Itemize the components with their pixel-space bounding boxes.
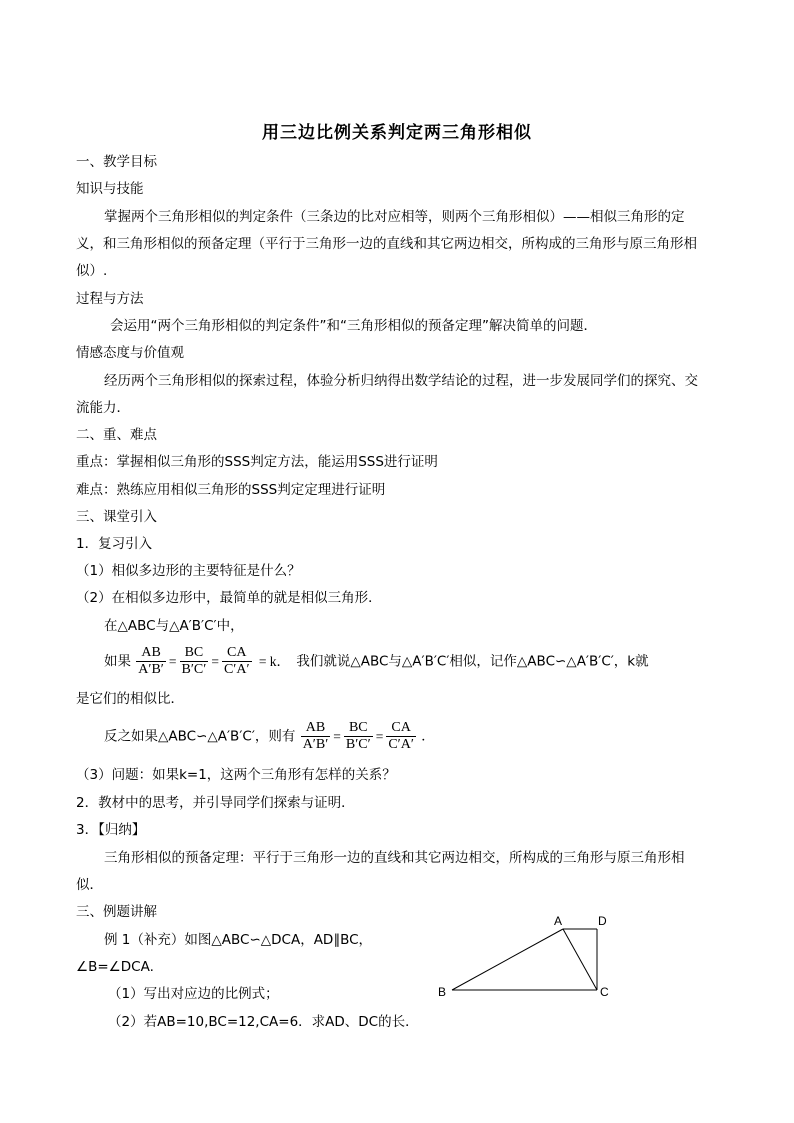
- converse-line: [104, 720, 435, 753]
- example-1-question-2: （2）若AB=10,BC=12,CA=6．求AD、DC的长．: [108, 1014, 419, 1030]
- similarity-definition-tail: 我们就说△ABC与△A′B′C′相似，记作△ABC∽△A′B′C′，k就: [296, 653, 649, 670]
- theorem-line2: 似．: [76, 877, 103, 893]
- fraction-ca-denominator: C′A′: [223, 662, 250, 677]
- page-title: 用三边比例关系判定两三角形相似: [262, 123, 532, 143]
- similarity-definition-line: [104, 645, 649, 678]
- fraction-ab-denominator: A′B′: [302, 737, 329, 752]
- fraction-bc: [180, 645, 209, 678]
- segment-ac: [563, 929, 597, 990]
- similarity-ratio-text: 是它们的相似比．: [76, 691, 184, 707]
- question-3: （3）问题：如果k=1，这两个三角形有怎样的关系？: [76, 767, 396, 783]
- fraction-ca-numerator: CA: [222, 645, 252, 662]
- triangle-figure: [432, 908, 622, 1000]
- item-textbook: 2．教材中的思考，并引导同学们探索与证明．: [76, 795, 355, 811]
- subheading-process: 过程与方法: [76, 291, 144, 307]
- equals-sign: =: [333, 728, 341, 744]
- paragraph-knowledge-line2: 义，和三角形相似的预备定理（平行于三角形一边的直线和其它两边相交，所构成的三角形与原三角形相: [76, 236, 697, 252]
- equals-sign: =: [168, 653, 177, 669]
- fraction-ca-numerator: CA: [386, 720, 416, 737]
- fraction-ca: [386, 720, 416, 753]
- equals-k: = k．: [258, 653, 291, 669]
- fraction-bc: [344, 720, 373, 753]
- section-1-heading: 一、教学目标: [76, 154, 157, 170]
- example-1-question-1: （1）写出对应边的比例式；: [108, 986, 279, 1002]
- converse-end: ．: [421, 728, 435, 745]
- paragraph-attitude-line1: 经历两个三角形相似的探索过程，体验分析归纳得出数学结论的过程，进一步发展同学们的探究、交: [104, 373, 698, 389]
- subheading-attitude: 情感态度与价值观: [76, 345, 184, 361]
- if-text: 如果: [104, 653, 131, 670]
- fraction-ab-numerator: AB: [301, 720, 331, 737]
- fraction-ab-denominator: A′B′: [138, 662, 164, 677]
- equals-sign: =: [211, 653, 219, 669]
- question-2: （2）在相似多边形中，最简单的就是相似三角形．: [76, 590, 382, 606]
- fraction-ca: [222, 645, 252, 678]
- label-b: B: [438, 985, 447, 999]
- key-point: 重点：掌握相似三角形的SSS判定方法，能运用SSS进行证明: [76, 454, 438, 470]
- paragraph-process: 会运用“两个三角形相似的判定条件”和“三角形相似的预备定理”解决简单的问题．: [110, 318, 597, 334]
- fraction-ab: [301, 720, 331, 753]
- segment-ab: [452, 929, 563, 990]
- label-d: D: [598, 914, 607, 928]
- converse-text: 反之如果△ABC∽△A′B′C′，则有: [104, 728, 296, 745]
- section-3-heading: 三、课堂引入: [76, 509, 157, 525]
- example-1-line1: 例 1（补充）如图△ABC∽△DCA，AD∥BC，: [104, 932, 373, 948]
- equals-sign: =: [375, 728, 384, 744]
- fraction-ca-denominator: C′A′: [388, 737, 414, 752]
- paragraph-knowledge-line3: 似）.: [76, 263, 108, 279]
- paragraph-attitude-line2: 流能力．: [76, 400, 130, 416]
- fraction-bc-denominator: B′C′: [345, 737, 371, 752]
- item-summary: 3．【归纳】: [76, 822, 146, 838]
- fraction-bc-denominator: B′C′: [181, 662, 207, 677]
- fraction-ab-numerator: AB: [136, 645, 166, 662]
- difficult-point: 难点：熟练应用相似三角形的SSS判定定理进行证明: [76, 482, 386, 498]
- label-c: C: [600, 985, 609, 999]
- theorem-line1: 三角形相似的预备定理：平行于三角形一边的直线和其它两边相交，所构成的三角形与原三角形相: [104, 850, 685, 866]
- question-1: （1）相似多边形的主要特征是什么？: [76, 563, 301, 579]
- fraction-ab: [136, 645, 166, 678]
- section-2-heading: 二、重、难点: [76, 427, 157, 443]
- example-1-line2: ∠B=∠DCA.: [76, 959, 154, 975]
- fraction-bc-numerator: BC: [344, 720, 373, 737]
- item-review: 1．复习引入: [76, 536, 153, 552]
- label-a: A: [554, 914, 563, 928]
- triangle-intro: 在△ABC与△A′B′C′中，: [104, 618, 244, 634]
- subheading-knowledge: 知识与技能: [76, 181, 144, 197]
- paragraph-knowledge-line1: 掌握两个三角形相似的判定条件（三条边的比对应相等，则两个三角形相似）——相似三角形的定: [104, 209, 685, 225]
- section-4-heading: 三、例题讲解: [76, 904, 157, 920]
- fraction-bc-numerator: BC: [180, 645, 209, 662]
